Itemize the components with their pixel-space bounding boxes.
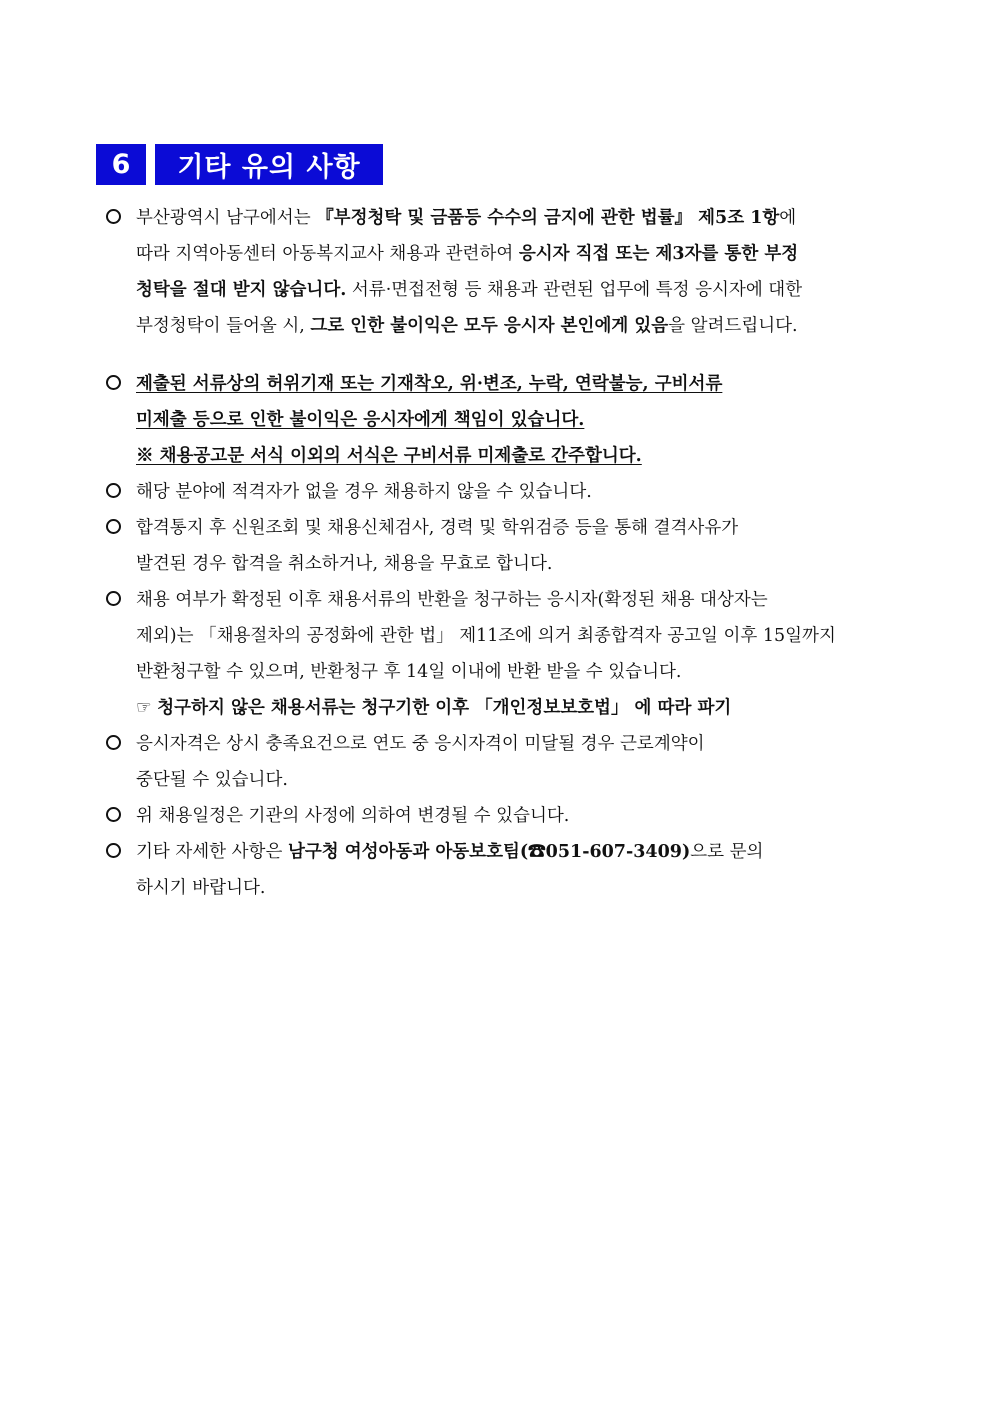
notice-line [136, 510, 904, 546]
notice-line [136, 618, 904, 654]
notice-line [136, 834, 904, 870]
section-title: 기타 유의 사항 [155, 144, 383, 185]
text-segment: 위 채용일정은 기관의 사정에 의하여 변경될 수 있습니다. [136, 806, 570, 826]
text-segment: 제외)는 「채용절차의 공정화에 관한 법」 제11조에 의거 최종합격자 공고일 이후 15일까지 [136, 626, 836, 646]
notice-line [136, 272, 904, 308]
text-segment: 서류·면접전형 등 채용과 관련된 업무에 특정 응시자에 대한 [346, 280, 803, 300]
text-segment: 『부정청탁 및 금품등 수수의 금지에 관한 법률』 제5조 1항 [316, 208, 780, 228]
circle-bullet-icon [106, 591, 121, 606]
text-segment: 채용 여부가 확정된 이후 채용서류의 반환을 청구하는 응시자(확정된 채용 대상자는 [136, 590, 768, 610]
notice-line [136, 654, 904, 690]
text-segment: 에 [779, 208, 797, 228]
circle-bullet-icon [106, 735, 121, 750]
text-segment: 합격통지 후 신원조회 및 채용신체검사, 경력 및 학위검증 등을 통해 결격사유가 [136, 518, 739, 538]
notice-item [104, 366, 904, 474]
notice-line [136, 726, 904, 762]
text-segment: 남구청 여성아동과 아동보호팀(☎051-607-3409) [287, 842, 691, 862]
section-number: 6 [96, 144, 146, 185]
text-segment: 반환청구할 수 있으며, 반환청구 후 14일 이내에 반환 받을 수 있습니다. [136, 662, 682, 682]
notice-item [104, 510, 904, 582]
circle-bullet-icon [106, 519, 121, 534]
text-segment: 미제출 등으로 인한 불이익은 응시자에게 책임이 있습니다. [136, 410, 585, 430]
text-segment: 부정청탁이 들어올 시, [136, 316, 311, 336]
notice-item [104, 798, 904, 834]
text-segment: 응시자 직접 또는 제3자를 통한 부정 [518, 244, 799, 264]
notice-line [136, 200, 904, 236]
notice-item [104, 474, 904, 510]
text-segment: ☞ [136, 698, 158, 718]
notice-line [136, 690, 904, 726]
notice-line [136, 438, 904, 474]
spacer [104, 344, 904, 366]
notice-item [104, 582, 904, 726]
notice-line [136, 474, 904, 510]
text-segment: 부산광역시 남구에서는 [136, 208, 317, 228]
notice-item [104, 834, 904, 906]
section-header [96, 144, 383, 185]
notice-line [136, 546, 904, 582]
text-segment: 을 알려드립니다. [668, 316, 798, 336]
notice-item [104, 726, 904, 798]
text-segment: 따라 지역아동센터 아동복지교사 채용과 관련하여 [136, 244, 519, 264]
notice-line [136, 762, 904, 798]
circle-bullet-icon [106, 843, 121, 858]
text-segment: 발견된 경우 합격을 취소하거나, 채용을 무효로 합니다. [136, 554, 553, 574]
text-segment: 청구하지 않은 채용서류는 청구기한 이후 「개인정보보호법」 에 따라 파기 [157, 698, 732, 718]
notice-line [136, 366, 904, 402]
text-segment: 하시기 바랍니다. [136, 878, 266, 898]
notice-line [136, 582, 904, 618]
text-segment: 그로 인한 불이익은 모두 응시자 본인에게 있음 [310, 316, 669, 336]
notice-line [136, 798, 904, 834]
circle-bullet-icon [106, 209, 121, 224]
notice-line [136, 402, 904, 438]
circle-bullet-icon [106, 807, 121, 822]
text-segment: 청탁을 절대 받지 않습니다. [136, 280, 347, 300]
notice-item [104, 200, 904, 344]
notice-line [136, 236, 904, 272]
text-segment: 응시자격은 상시 충족요건으로 연도 중 응시자격이 미달될 경우 근로계약이 [136, 734, 705, 754]
text-segment: ※ 채용공고문 서식 이외의 서식은 구비서류 미제출로 간주합니다. [136, 446, 642, 466]
notice-list [104, 200, 904, 906]
circle-bullet-icon [106, 483, 121, 498]
text-segment: 기타 자세한 사항은 [136, 842, 288, 862]
text-segment: 제출된 서류상의 허위기재 또는 기재착오, 위·변조, 누락, 연락불능, 구비서류 [136, 374, 723, 394]
notice-line [136, 308, 904, 344]
text-segment: 해당 분야에 적격자가 없을 경우 채용하지 않을 수 있습니다. [136, 482, 592, 502]
text-segment: 으로 문의 [690, 842, 764, 862]
circle-bullet-icon [106, 375, 121, 390]
text-segment: 중단될 수 있습니다. [136, 770, 288, 790]
notice-line [136, 870, 904, 906]
